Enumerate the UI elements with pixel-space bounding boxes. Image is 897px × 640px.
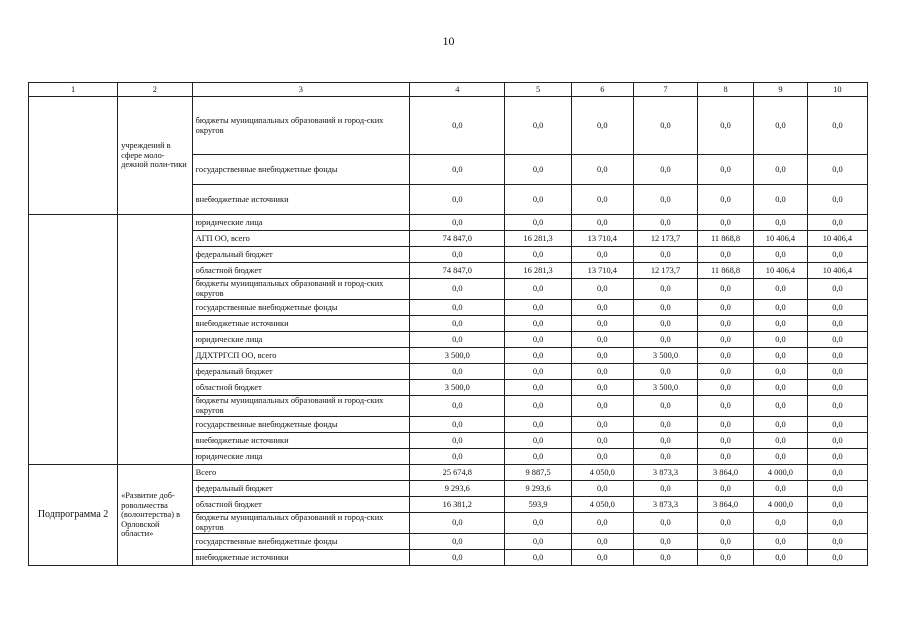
funding-source-cell: государственные внебюджетные фонды: [192, 417, 410, 433]
value-cell: 0,0: [807, 155, 867, 185]
value-cell: 10 406,4: [807, 263, 867, 279]
value-cell: 0,0: [633, 279, 697, 300]
value-cell: 0,0: [754, 300, 808, 316]
value-cell: 0,0: [571, 433, 633, 449]
value-cell: 0,0: [410, 97, 505, 155]
value-cell: 0,0: [754, 97, 808, 155]
value-cell: 0,0: [571, 417, 633, 433]
value-cell: 0,0: [571, 481, 633, 497]
value-cell: 0,0: [698, 380, 754, 396]
value-cell: 0,0: [410, 247, 505, 263]
value-cell: 0,0: [807, 185, 867, 215]
table-row: [29, 215, 868, 231]
value-cell: 0,0: [698, 534, 754, 550]
funding-source-cell: юридические лица: [192, 449, 410, 465]
value-cell: 9 293,6: [505, 481, 571, 497]
header-cell: 3: [192, 83, 410, 97]
value-cell: 0,0: [571, 215, 633, 231]
value-cell: 0,0: [807, 396, 867, 417]
value-cell: 0,0: [807, 316, 867, 332]
funding-source-cell: бюджеты муниципальных образований и город-ских округов: [192, 97, 410, 155]
value-cell: 0,0: [698, 364, 754, 380]
value-cell: 3 500,0: [633, 348, 697, 364]
value-cell: 0,0: [505, 279, 571, 300]
value-cell: 0,0: [410, 449, 505, 465]
value-cell: 0,0: [410, 534, 505, 550]
funding-source-cell: бюджеты муниципальных образований и город-ских округов: [192, 279, 410, 300]
value-cell: 0,0: [410, 300, 505, 316]
value-cell: 0,0: [571, 316, 633, 332]
value-cell: 0,0: [410, 364, 505, 380]
value-cell: 9 887,5: [505, 465, 571, 481]
value-cell: 0,0: [807, 513, 867, 534]
value-cell: 0,0: [698, 155, 754, 185]
value-cell: 0,0: [571, 348, 633, 364]
value-cell: 0,0: [505, 380, 571, 396]
value-cell: 3 500,0: [410, 348, 505, 364]
funding-source-cell: внебюджетные источники: [192, 316, 410, 332]
value-cell: 0,0: [505, 364, 571, 380]
value-cell: 0,0: [754, 185, 808, 215]
funding-source-cell: областной бюджет: [192, 263, 410, 279]
value-cell: 0,0: [698, 97, 754, 155]
value-cell: 0,0: [754, 316, 808, 332]
value-cell: 0,0: [698, 433, 754, 449]
value-cell: 10 406,4: [754, 263, 808, 279]
value-cell: 0,0: [505, 185, 571, 215]
value-cell: 3 873,3: [633, 497, 697, 513]
value-cell: 0,0: [505, 348, 571, 364]
value-cell: 0,0: [633, 396, 697, 417]
value-cell: 0,0: [698, 513, 754, 534]
value-cell: 0,0: [754, 534, 808, 550]
value-cell: 0,0: [633, 433, 697, 449]
value-cell: 0,0: [754, 155, 808, 185]
value-cell: 0,0: [807, 332, 867, 348]
value-cell: 0,0: [807, 550, 867, 566]
value-cell: 0,0: [754, 481, 808, 497]
value-cell: 0,0: [505, 316, 571, 332]
value-cell: 0,0: [505, 433, 571, 449]
value-cell: 0,0: [505, 97, 571, 155]
header-cell: 7: [633, 83, 697, 97]
value-cell: 0,0: [698, 449, 754, 465]
value-cell: 0,0: [698, 279, 754, 300]
funding-source-cell: бюджеты муниципальных образований и город-ских округов: [192, 396, 410, 417]
value-cell: 0,0: [571, 300, 633, 316]
value-cell: 0,0: [410, 417, 505, 433]
value-cell: 0,0: [571, 513, 633, 534]
value-cell: 0,0: [754, 396, 808, 417]
value-cell: 0,0: [571, 396, 633, 417]
value-cell: 0,0: [410, 433, 505, 449]
value-cell: 0,0: [633, 155, 697, 185]
value-cell: 13 710,4: [571, 231, 633, 247]
value-cell: 0,0: [754, 449, 808, 465]
value-cell: 12 173,7: [633, 231, 697, 247]
funding-source-cell: АГП ОО, всего: [192, 231, 410, 247]
funding-source-cell: областной бюджет: [192, 497, 410, 513]
value-cell: 3 500,0: [633, 380, 697, 396]
value-cell: 0,0: [807, 215, 867, 231]
value-cell: 0,0: [410, 155, 505, 185]
program-title-cell: [118, 215, 193, 465]
program-name-cell: Подпрограмма 2: [29, 465, 118, 566]
funding-source-cell: ДДХТРГСП ОО, всего: [192, 348, 410, 364]
page-number: 10: [442, 34, 455, 48]
table-row: [29, 465, 868, 481]
value-cell: 25 674,8: [410, 465, 505, 481]
value-cell: 0,0: [807, 481, 867, 497]
funding-source-cell: бюджеты муниципальных образований и город-ских округов: [192, 513, 410, 534]
value-cell: 3 873,3: [633, 465, 697, 481]
value-cell: 0,0: [633, 215, 697, 231]
program-name-cell: [29, 215, 118, 465]
value-cell: 0,0: [698, 300, 754, 316]
header-cell: 4: [410, 83, 505, 97]
value-cell: 0,0: [505, 513, 571, 534]
value-cell: 0,0: [754, 513, 808, 534]
table-body: [29, 97, 868, 566]
budget-table: [28, 82, 868, 566]
value-cell: 3 500,0: [410, 380, 505, 396]
value-cell: 0,0: [754, 247, 808, 263]
value-cell: 0,0: [807, 465, 867, 481]
value-cell: 0,0: [633, 449, 697, 465]
header-cell: 9: [754, 83, 808, 97]
value-cell: 0,0: [633, 300, 697, 316]
value-cell: 0,0: [571, 332, 633, 348]
header-row: [29, 83, 868, 97]
value-cell: 0,0: [505, 215, 571, 231]
value-cell: 593,9: [505, 497, 571, 513]
header-cell: 5: [505, 83, 571, 97]
value-cell: 0,0: [754, 380, 808, 396]
funding-source-cell: юридические лица: [192, 215, 410, 231]
program-name-cell: [29, 97, 118, 215]
funding-source-cell: федеральный бюджет: [192, 481, 410, 497]
value-cell: 0,0: [633, 513, 697, 534]
value-cell: 10 406,4: [754, 231, 808, 247]
value-cell: 0,0: [505, 449, 571, 465]
value-cell: 0,0: [698, 215, 754, 231]
value-cell: 0,0: [633, 534, 697, 550]
value-cell: 3 864,0: [698, 497, 754, 513]
value-cell: 0,0: [754, 332, 808, 348]
value-cell: 0,0: [807, 534, 867, 550]
value-cell: 13 710,4: [571, 263, 633, 279]
value-cell: 0,0: [505, 155, 571, 185]
value-cell: 0,0: [571, 247, 633, 263]
table-header: [29, 83, 868, 97]
value-cell: 0,0: [633, 364, 697, 380]
value-cell: 0,0: [633, 97, 697, 155]
value-cell: 0,0: [633, 332, 697, 348]
value-cell: 0,0: [698, 185, 754, 215]
header-cell: 2: [118, 83, 193, 97]
value-cell: 4 000,0: [754, 465, 808, 481]
value-cell: 4 000,0: [754, 497, 808, 513]
funding-source-cell: государственные внебюджетные фонды: [192, 300, 410, 316]
value-cell: 0,0: [571, 185, 633, 215]
value-cell: 0,0: [410, 215, 505, 231]
value-cell: 0,0: [505, 534, 571, 550]
value-cell: 0,0: [754, 364, 808, 380]
value-cell: 0,0: [633, 550, 697, 566]
funding-source-cell: областной бюджет: [192, 380, 410, 396]
value-cell: 0,0: [698, 396, 754, 417]
value-cell: 0,0: [505, 417, 571, 433]
value-cell: 0,0: [807, 300, 867, 316]
funding-source-cell: государственные внебюджетные фонды: [192, 534, 410, 550]
value-cell: 12 173,7: [633, 263, 697, 279]
value-cell: 11 868,8: [698, 263, 754, 279]
value-cell: 0,0: [807, 449, 867, 465]
value-cell: 0,0: [633, 417, 697, 433]
header-cell: 8: [698, 83, 754, 97]
value-cell: 0,0: [571, 380, 633, 396]
table-row: [29, 97, 868, 155]
value-cell: 0,0: [410, 332, 505, 348]
value-cell: 0,0: [807, 497, 867, 513]
funding-source-cell: внебюджетные источники: [192, 185, 410, 215]
value-cell: 0,0: [410, 279, 505, 300]
value-cell: 0,0: [754, 279, 808, 300]
value-cell: 0,0: [571, 534, 633, 550]
value-cell: 0,0: [807, 364, 867, 380]
value-cell: 0,0: [807, 348, 867, 364]
value-cell: 9 293,6: [410, 481, 505, 497]
funding-source-cell: внебюджетные источники: [192, 433, 410, 449]
value-cell: 4 050,0: [571, 497, 633, 513]
value-cell: 0,0: [410, 316, 505, 332]
value-cell: 0,0: [807, 380, 867, 396]
funding-source-cell: федеральный бюджет: [192, 247, 410, 263]
value-cell: 4 050,0: [571, 465, 633, 481]
value-cell: 0,0: [698, 348, 754, 364]
value-cell: 0,0: [410, 185, 505, 215]
value-cell: 0,0: [505, 247, 571, 263]
value-cell: 16 281,3: [505, 231, 571, 247]
value-cell: 0,0: [410, 550, 505, 566]
value-cell: 0,0: [633, 247, 697, 263]
value-cell: 74 847,0: [410, 231, 505, 247]
value-cell: 0,0: [505, 550, 571, 566]
value-cell: 0,0: [698, 481, 754, 497]
value-cell: 0,0: [633, 316, 697, 332]
value-cell: 0,0: [410, 396, 505, 417]
value-cell: 0,0: [571, 155, 633, 185]
value-cell: 0,0: [807, 247, 867, 263]
value-cell: 0,0: [410, 513, 505, 534]
value-cell: 0,0: [754, 417, 808, 433]
value-cell: 0,0: [698, 550, 754, 566]
header-cell: 10: [807, 83, 867, 97]
program-title-cell: учреждений в сфере моло-дежной поли-тики: [118, 97, 193, 215]
value-cell: 0,0: [571, 550, 633, 566]
value-cell: 0,0: [807, 279, 867, 300]
value-cell: 0,0: [754, 215, 808, 231]
value-cell: 0,0: [754, 348, 808, 364]
header-cell: 6: [571, 83, 633, 97]
value-cell: 74 847,0: [410, 263, 505, 279]
funding-source-cell: юридические лица: [192, 332, 410, 348]
value-cell: 0,0: [571, 279, 633, 300]
value-cell: 0,0: [571, 97, 633, 155]
value-cell: 3 864,0: [698, 465, 754, 481]
value-cell: 16 381,2: [410, 497, 505, 513]
value-cell: 11 868,8: [698, 231, 754, 247]
value-cell: 0,0: [754, 433, 808, 449]
value-cell: 0,0: [807, 97, 867, 155]
program-title-cell: «Развитие доб-ровольчества (волонтерства) в Орловской области»: [118, 465, 193, 566]
value-cell: 0,0: [633, 481, 697, 497]
value-cell: 0,0: [505, 300, 571, 316]
funding-source-cell: государственные внебюджетные фонды: [192, 155, 410, 185]
value-cell: 0,0: [698, 417, 754, 433]
value-cell: 0,0: [698, 332, 754, 348]
value-cell: 0,0: [505, 396, 571, 417]
value-cell: 0,0: [571, 364, 633, 380]
value-cell: 0,0: [571, 449, 633, 465]
funding-source-cell: внебюджетные источники: [192, 550, 410, 566]
value-cell: 0,0: [698, 316, 754, 332]
value-cell: 0,0: [633, 185, 697, 215]
value-cell: 10 406,4: [807, 231, 867, 247]
value-cell: 16 281,3: [505, 263, 571, 279]
value-cell: 0,0: [698, 247, 754, 263]
funding-source-cell: федеральный бюджет: [192, 364, 410, 380]
value-cell: 0,0: [807, 417, 867, 433]
value-cell: 0,0: [754, 550, 808, 566]
value-cell: 0,0: [807, 433, 867, 449]
funding-source-cell: Всего: [192, 465, 410, 481]
value-cell: 0,0: [505, 332, 571, 348]
header-cell: 1: [29, 83, 118, 97]
